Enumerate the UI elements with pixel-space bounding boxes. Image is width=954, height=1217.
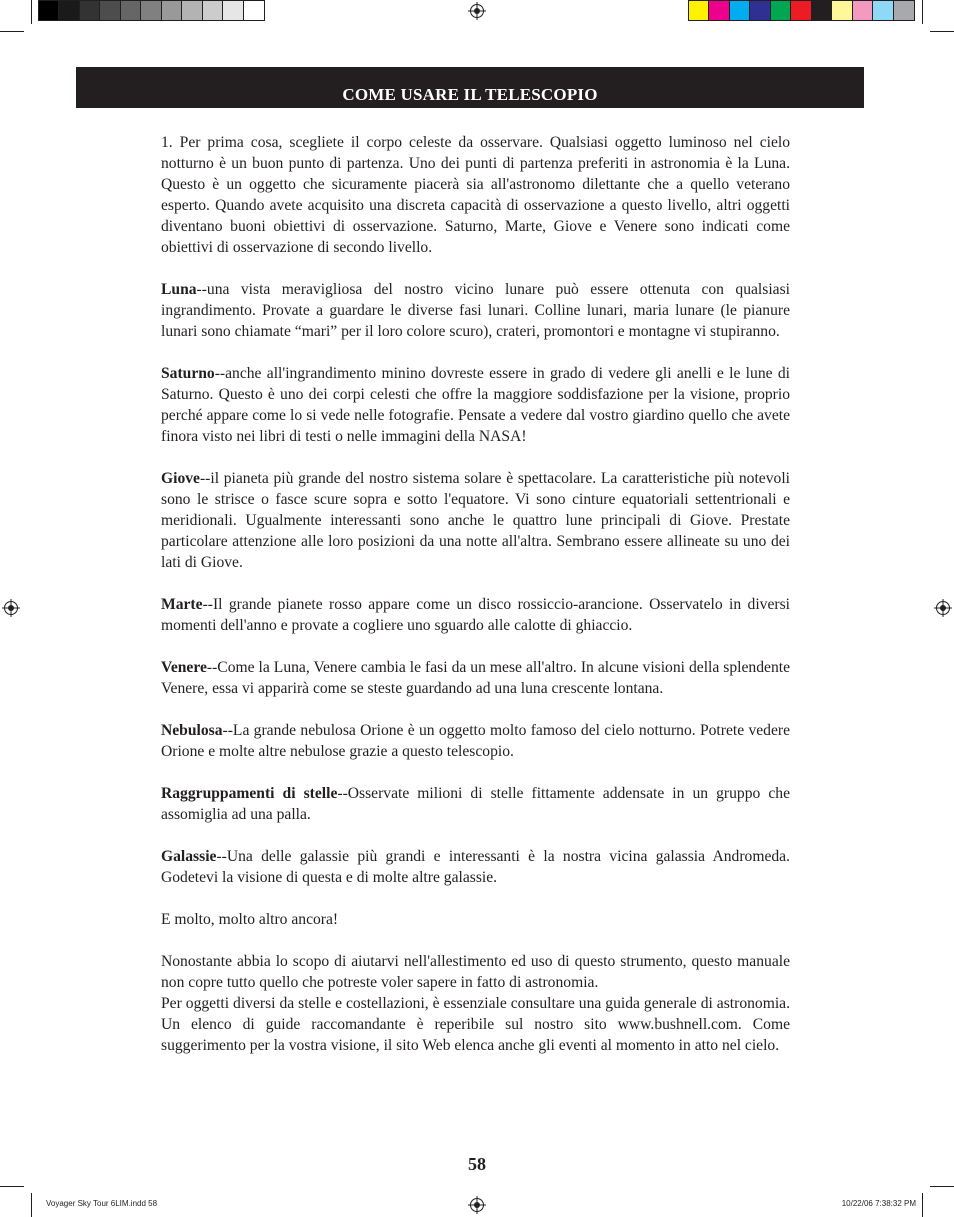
object-term: Nebulosa bbox=[161, 722, 223, 739]
color-swatch bbox=[791, 1, 811, 20]
registration-mark-icon bbox=[2, 599, 20, 617]
object-description: --Osservate milioni di stelle fittamente addensate in un gruppo che assomiglia ad una palla. bbox=[161, 785, 790, 823]
object-description: --Come la Luna, Venere cambia le fasi da un mese all'altro. In alcune visioni della splendente Venere, essa vi apparirà come se steste guardando ad una luna crescente lontana. bbox=[161, 659, 790, 697]
color-swatch bbox=[141, 1, 161, 20]
color-swatch bbox=[59, 1, 79, 20]
color-swatch bbox=[689, 1, 709, 20]
object-description: --La grande nebulosa Orione è un oggetto molto famoso del cielo notturno. Potrete vedere Orione e molte altre nebulose grazie a questo telescopio. bbox=[161, 722, 790, 760]
registration-mark-icon bbox=[934, 599, 952, 617]
color-swatch bbox=[121, 1, 141, 20]
crop-mark-bottom-right-v bbox=[922, 1193, 923, 1217]
color-swatch bbox=[873, 1, 893, 20]
crop-mark-bottom-left-v bbox=[31, 1193, 32, 1217]
object-paragraph-galassie bbox=[161, 846, 790, 888]
color-swatch bbox=[244, 1, 264, 20]
object-paragraph-saturno bbox=[161, 363, 790, 447]
crop-mark-top-right bbox=[930, 31, 954, 32]
body-text bbox=[161, 132, 790, 1056]
timestamp-slug: 10/22/06 7:38:32 PM bbox=[841, 1199, 916, 1208]
object-term: Saturno bbox=[161, 365, 215, 382]
color-swatch bbox=[80, 1, 100, 20]
object-paragraph-luna bbox=[161, 279, 790, 342]
color-swatch bbox=[812, 1, 832, 20]
registration-mark-icon bbox=[468, 2, 486, 20]
object-description: --una vista meravigliosa del nostro vicino lunare può essere ottenuta con qualsiasi ingrandimento. Provate a guardare le diverse fasi lunari. Colline lunari, maria lunare (le pianure lunari sono chiamate “mari” per il loro colore scuro), crateri, promontori e montagne vi stupiranno. bbox=[161, 281, 790, 340]
color-swatch bbox=[750, 1, 770, 20]
intro-paragraph: 1. Per prima cosa, scegliete il corpo celeste da osservare. Qualsiasi oggetto luminoso nel cielo notturno è un buon punto di partenza. Uno dei punti di partenza preferiti in astronomia è la Luna. Questo è un oggetto che sicuramente piacerà sia all'astronomo dilettante che a quello veterano esperto. Quando avete acquisito una discreta capacità di osservazione a questo livello, altri oggetti diventano buoni obiettivi di osservazione. Saturno, Marte, Giove e Venere sono indicati come obiettivi di osservazione di secondo livello. bbox=[161, 134, 790, 256]
object-paragraph-venere bbox=[161, 657, 790, 699]
more-paragraph: E molto, molto altro ancora! bbox=[161, 911, 339, 928]
crop-mark-top-left-v bbox=[31, 0, 32, 24]
color-swatch bbox=[182, 1, 202, 20]
object-paragraph-raggruppamenti bbox=[161, 783, 790, 825]
page-number: 58 bbox=[468, 1154, 486, 1174]
object-term: Venere bbox=[161, 659, 207, 676]
object-term: Galassie bbox=[161, 848, 217, 865]
color-swatch bbox=[223, 1, 243, 20]
crop-mark-top-right-v bbox=[922, 0, 923, 24]
object-term: Luna bbox=[161, 281, 197, 298]
color-swatch bbox=[162, 1, 182, 20]
object-term: Raggruppamenti di stelle bbox=[161, 785, 338, 802]
color-swatch bbox=[853, 1, 873, 20]
gray-color-bar bbox=[38, 0, 265, 21]
object-paragraph-giove bbox=[161, 468, 790, 573]
registration-mark-icon bbox=[468, 1196, 486, 1214]
object-description: --Una delle galassie più grandi e interessanti è la nostra vicina galassia Andromeda. Godetevi la visione di questa e di molte altre galassie. bbox=[161, 848, 790, 886]
color-swatch bbox=[832, 1, 852, 20]
object-paragraph-marte bbox=[161, 594, 790, 636]
color-swatch bbox=[39, 1, 59, 20]
object-description: --Il grande pianete rosso appare come un disco rossiccio-arancione. Osservatelo in diversi momenti dell'anno e provate a cogliere uno sguardo alle calotte di ghiaccio. bbox=[161, 596, 790, 634]
color-swatch bbox=[730, 1, 750, 20]
color-swatch bbox=[709, 1, 729, 20]
file-slug: Voyager Sky Tour 6LIM.indd 58 bbox=[46, 1199, 158, 1208]
object-term: Giove bbox=[161, 470, 200, 487]
closing-paragraph: Nonostante abbia lo scopo di aiutarvi nell'allestimento ed uso di questo strumento, questo manuale non copre tutto quello che potreste voler sapere in fatto di astronomia. bbox=[161, 953, 790, 991]
crop-mark-bottom-left bbox=[0, 1186, 24, 1187]
color-swatch bbox=[203, 1, 223, 20]
closing-paragraph: Per oggetti diversi da stelle e costellazioni, è essenziale consultare una guida generale di astronomia. Un elenco di guide raccomandante è reperibile sul nostro sito www.bushnell.com. Come suggerimento per la vostra visione, il sito Web elenca anche gli eventi al momento in atto nel cielo. bbox=[161, 995, 790, 1054]
color-swatch bbox=[771, 1, 791, 20]
crop-mark-top-left bbox=[0, 31, 24, 32]
page-title: COME USARE IL TELESCOPIO bbox=[342, 85, 598, 104]
object-description: --il pianeta più grande del nostro sistema solare è spettacolare. La caratteristiche più notevoli sono le strisce o fasce scure sopra e sotto l'equatore. Vi sono cinture equatoriali settentrionali e meridionali. Ugualmente interessanti sono anche le quattro lune principali di Giove. Prestate particolare attenzione alle loro posizioni da una notte all'altra. Sembrano essere allineate su uno dei lati di Giove. bbox=[161, 470, 790, 571]
crop-mark-bottom-right bbox=[930, 1186, 954, 1187]
section-header bbox=[76, 67, 864, 108]
object-paragraph-nebulosa bbox=[161, 720, 790, 762]
object-term: Marte bbox=[161, 596, 203, 613]
process-color-bar bbox=[688, 0, 915, 21]
color-swatch bbox=[894, 1, 914, 20]
object-description: --anche all'ingrandimento minino dovreste essere in grado di vedere gli anelli e le lune di Saturno. Questo è uno dei corpi celesti che offre la maggiore soddisfazione per la visione, proprio perché appare come lo si vede nelle fotografie. Pensate a vedere dal vostro giardino quello che avete finora visto nei libri di testi o nelle immagini della NASA! bbox=[161, 365, 790, 445]
color-swatch bbox=[100, 1, 120, 20]
